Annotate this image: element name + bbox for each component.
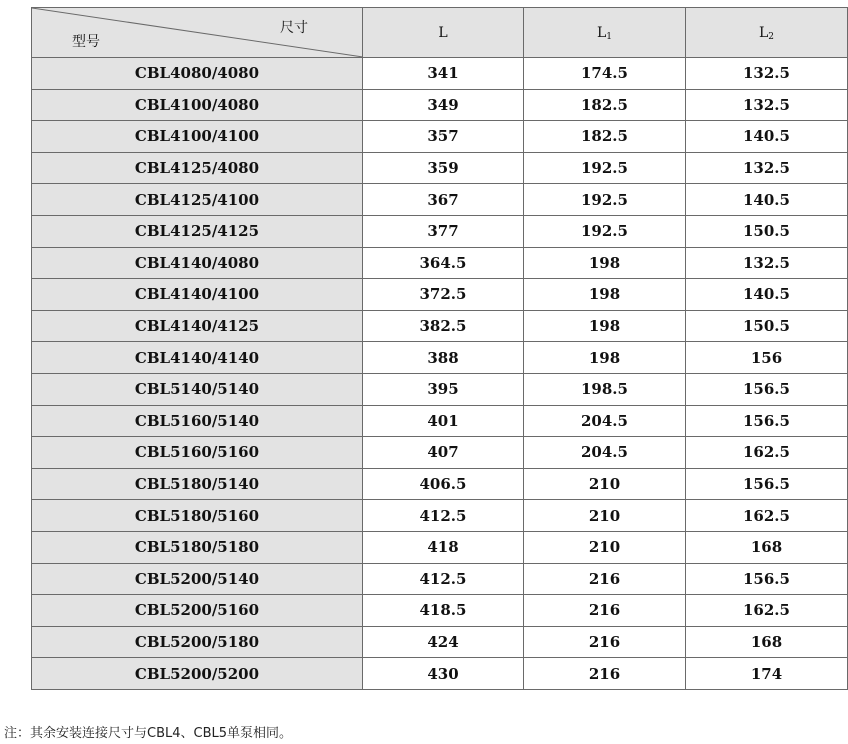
table-row [32,531,848,563]
l2-cell: 168 [686,531,848,563]
table-row [32,373,848,405]
model-cell: CBL4140/4125 [32,310,363,342]
table-row [32,279,848,311]
table-row [32,563,848,595]
model-cell: CBL5160/5160 [32,437,363,469]
l1-cell: 210 [524,531,686,563]
table-row [32,89,848,121]
l-cell: 382.5 [363,310,524,342]
table-row [32,500,848,532]
l1-cell: 204.5 [524,437,686,469]
corner-header-cell [32,8,363,58]
l2-cell: 140.5 [686,184,848,216]
model-cell: CBL5180/5160 [32,500,363,532]
model-cell: CBL4080/4080 [32,58,363,90]
table-row [32,310,848,342]
l-cell: 364.5 [363,247,524,279]
model-cell: CBL4140/4100 [32,279,363,311]
model-cell: CBL5140/5140 [32,373,363,405]
l1-cell: 198 [524,279,686,311]
table-row [32,626,848,658]
l2-cell: 162.5 [686,437,848,469]
l-cell: 357 [363,121,524,153]
dimension-header-label: 尺寸 [280,20,308,36]
l2-cell: 156.5 [686,405,848,437]
model-header-label: 型号 [72,34,100,50]
table-row [32,184,848,216]
l2-cell: 156 [686,342,848,374]
l-cell: 388 [363,342,524,374]
l-cell: 359 [363,152,524,184]
l-cell: 367 [363,184,524,216]
l1-cell: 182.5 [524,121,686,153]
l2-cell: 162.5 [686,595,848,627]
l-cell: 341 [363,58,524,90]
table-header-row [32,8,848,58]
model-cell: CBL4100/4080 [32,89,363,121]
l2-cell: 150.5 [686,310,848,342]
l-cell: 372.5 [363,279,524,311]
column-header-l2: $L_2$ [686,8,848,58]
table-row [32,468,848,500]
model-cell: CBL4125/4080 [32,152,363,184]
table-row [32,215,848,247]
dimension-table [31,7,848,690]
model-cell: CBL5180/5140 [32,468,363,500]
l1-cell: 216 [524,563,686,595]
l-cell: 377 [363,215,524,247]
l-cell: 395 [363,373,524,405]
l2-cell: 132.5 [686,247,848,279]
model-cell: CBL4100/4100 [32,121,363,153]
l-cell: 401 [363,405,524,437]
l2-cell: 168 [686,626,848,658]
l2-cell: 156.5 [686,373,848,405]
model-cell: CBL5200/5200 [32,658,363,690]
table-row [32,658,848,690]
l1-cell: 182.5 [524,89,686,121]
column-header-l: L [363,8,524,58]
model-cell: CBL4140/4140 [32,342,363,374]
l-cell: 418.5 [363,595,524,627]
l-cell: 412.5 [363,563,524,595]
l-cell: 412.5 [363,500,524,532]
model-cell: CBL4140/4080 [32,247,363,279]
l-cell: 424 [363,626,524,658]
l2-cell: 156.5 [686,563,848,595]
model-cell: CBL5180/5180 [32,531,363,563]
column-header-l1: $L_1$ [524,8,686,58]
table-row [32,405,848,437]
l2-cell: 162.5 [686,500,848,532]
l1-cell: 198.5 [524,373,686,405]
l1-cell: 210 [524,500,686,532]
model-cell: CBL5200/5180 [32,626,363,658]
l2-cell: 132.5 [686,58,848,90]
l1-cell: 216 [524,626,686,658]
model-cell: CBL4125/4100 [32,184,363,216]
l2-cell: 132.5 [686,152,848,184]
l1-cell: 198 [524,310,686,342]
l1-cell: 198 [524,342,686,374]
model-cell: CBL5200/5160 [32,595,363,627]
table-row [32,58,848,90]
l-cell: 406.5 [363,468,524,500]
l-cell: 349 [363,89,524,121]
l2-cell: 156.5 [686,468,848,500]
table-row [32,152,848,184]
model-cell: CBL4125/4125 [32,215,363,247]
l-cell: 430 [363,658,524,690]
l1-cell: 192.5 [524,215,686,247]
model-cell: CBL5200/5140 [32,563,363,595]
table-row [32,595,848,627]
table-row [32,121,848,153]
l1-cell: 198 [524,247,686,279]
l1-cell: 210 [524,468,686,500]
l2-cell: 150.5 [686,215,848,247]
l1-cell: 192.5 [524,184,686,216]
table-row [32,437,848,469]
l-cell: 418 [363,531,524,563]
model-cell: CBL5160/5140 [32,405,363,437]
footnote: 注：其余安装连接尺寸与CBL4、CBL5单泵相同。 [4,726,293,741]
l1-cell: 174.5 [524,58,686,90]
l1-cell: 192.5 [524,152,686,184]
table-row [32,247,848,279]
l1-cell: 216 [524,595,686,627]
l2-cell: 132.5 [686,89,848,121]
l2-cell: 140.5 [686,279,848,311]
table-row [32,342,848,374]
l-cell: 407 [363,437,524,469]
l2-cell: 174 [686,658,848,690]
l2-cell: 140.5 [686,121,848,153]
l1-cell: 216 [524,658,686,690]
l1-cell: 204.5 [524,405,686,437]
